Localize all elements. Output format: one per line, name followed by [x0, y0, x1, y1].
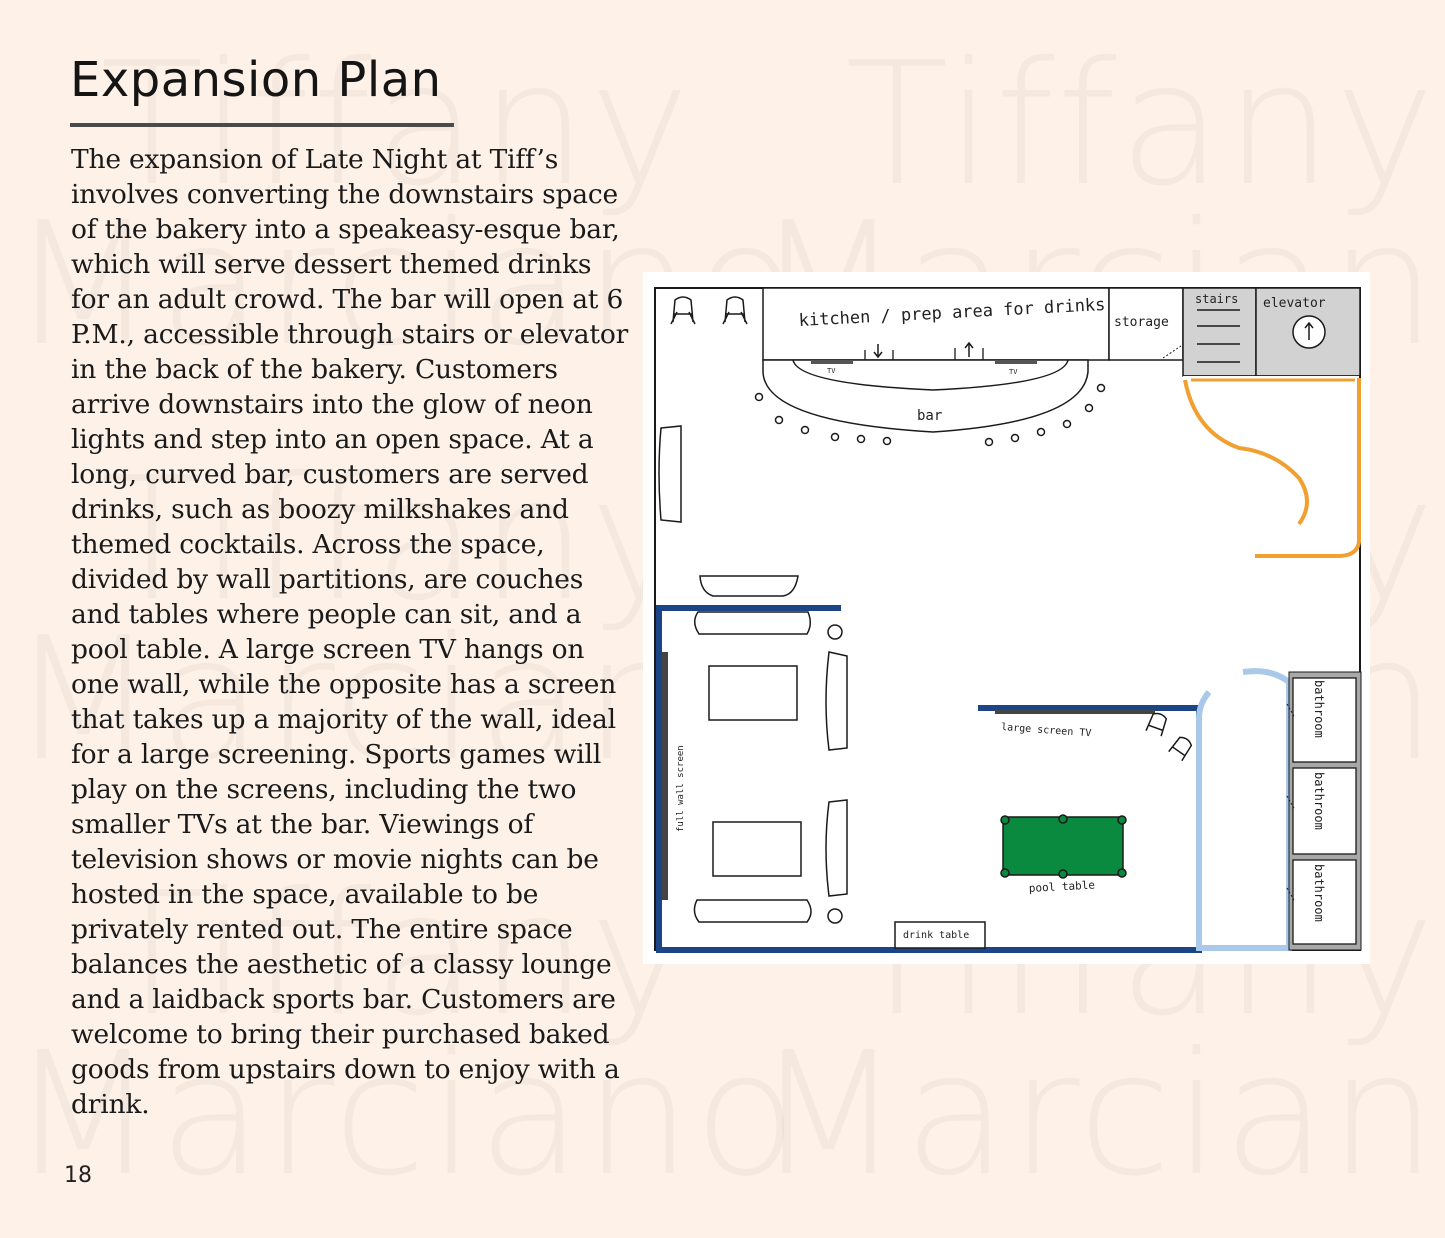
page-title: Expansion Plan — [70, 52, 442, 108]
body-paragraph: The expansion of Late Night at Tiff’s involves converting the downstairs space of the bakery into a speakeasy-esque bar, which will serve dessert themed drinks for an adult crowd. The bar will open at 6 P.M., accessible through stairs or elevator in the back of the bakery. Customers arrive downstairs into the glow of neon lights and step into an open space. At a long, curved bar, customers are served drinks, such as boozy milkshakes and themed cocktails. Across the space, divided by wall partitions, are couches and tables where people can sit, and a pool table. A large screen TV hangs on one wall, while the opposite has a screen that takes up a majority of the wall, ideal for a large screening. Sports games will play on the screens, including the two smaller TVs at the bar. Viewings of television shows or movie nights can be hosted in the space, available to be privately rented out. The entire space balances the aesthetic of a classy lounge and a laidback sports bar. Customers are welcome to bring their purchased baked goods from upstairs down to enjoy with a drink. — [71, 144, 629, 1120]
bathroom-label: bathroom — [1312, 680, 1326, 738]
wall-bench — [659, 426, 681, 522]
side-table — [828, 909, 842, 923]
bathroom-label: bathroom — [1312, 772, 1326, 830]
stairs-label: stairs — [1195, 292, 1239, 306]
kitchen-label: kitchen / prep area for drinks — [798, 294, 1106, 331]
floor-plan — [643, 272, 1370, 964]
watermark-marciano — [755, 1030, 1445, 1200]
bar-tv-left-label: TV — [827, 367, 836, 375]
armchair-icon — [671, 297, 695, 324]
armchair-icon — [723, 297, 747, 324]
bar-tv-left — [811, 360, 853, 364]
watermark-tiffany — [845, 40, 1437, 210]
page-number: 18 — [64, 1163, 92, 1188]
pool-table-label: pool table — [1028, 878, 1096, 895]
side-table — [828, 625, 842, 639]
elevator-label: elevator — [1263, 296, 1326, 311]
couch — [694, 900, 811, 922]
coffee-table — [713, 822, 801, 876]
full-wall-screen-label: full wall screen — [676, 745, 686, 832]
storage-label: storage — [1114, 315, 1169, 330]
coffee-table — [709, 666, 797, 720]
bar-tv-right — [995, 360, 1037, 364]
couch — [826, 800, 847, 896]
bar-tv-right-label: TV — [1009, 368, 1018, 376]
pool-table — [1003, 817, 1123, 875]
large-screen-tv — [995, 709, 1155, 714]
bathroom-label: bathroom — [1312, 864, 1326, 922]
title-underline — [70, 123, 454, 127]
couch — [700, 576, 798, 596]
floor-plan-drawing — [643, 272, 1370, 964]
couch — [826, 652, 847, 750]
full-wall-screen — [662, 652, 668, 900]
drink-table-label: drink table — [903, 930, 970, 941]
couch — [695, 612, 811, 634]
bar-label: bar — [917, 408, 943, 424]
large-screen-tv-label: large screen TV — [1000, 722, 1092, 740]
